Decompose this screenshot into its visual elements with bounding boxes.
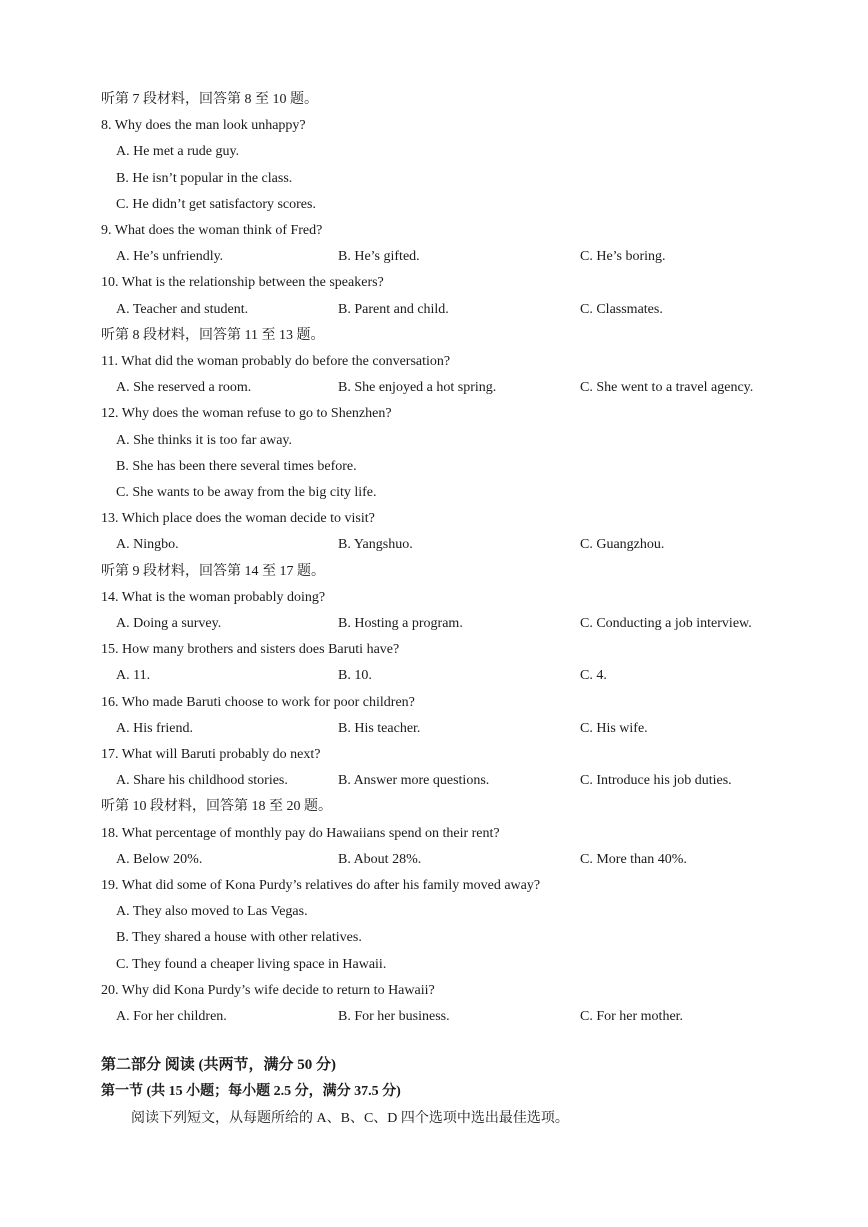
answer-option: C. Guangzhou. [580, 537, 665, 553]
question-stem: 8. Why does the man look unhappy? [101, 118, 306, 134]
answer-option: C. For her mother. [580, 1009, 684, 1024]
answer-option: B. She enjoyed a hot spring. [338, 380, 497, 396]
question-stem: 13. Which place does the woman decide to visit? [101, 511, 375, 527]
answer-option: C. She went to a travel agency. [580, 380, 754, 396]
answer-option: A. He met a rude guy. [116, 144, 240, 160]
answer-option: A. She reserved a room. [116, 380, 252, 396]
answer-option: B. 10. [338, 668, 372, 684]
question-stem: 15. How many brothers and sisters does Baruti have? [101, 642, 400, 658]
answer-option: C. They found a cheaper living space in Hawaii. [116, 956, 387, 972]
question-stem: 18. What percentage of monthly pay do Hawaiians spend on their rent? [101, 825, 500, 841]
answer-option: A. He’s unfriendly. [116, 249, 224, 265]
question-stem: 17. What will Baruti probably do next? [101, 747, 321, 762]
answer-option: B. She has been there several times before. [116, 458, 357, 474]
answer-option: A. For her children. [116, 1009, 227, 1024]
answer-option: C. More than 40%. [580, 851, 687, 867]
answer-option: A. She thinks it is too far away. [116, 432, 293, 448]
answer-option: C. 4. [580, 668, 607, 684]
answer-option: C. His wife. [580, 720, 648, 736]
answer-option: B. Answer more questions. [338, 773, 490, 789]
section-header: 听第 7 段材料，回答第 8 至 10 题。 [101, 92, 318, 107]
answer-option: A. 11. [116, 668, 151, 684]
answer-option: B. Parent and child. [338, 301, 449, 317]
answer-option: A. His friend. [116, 720, 193, 736]
reading-instruction: 阅读下列短文，从每题所给的 A、B、C、D 四个选项中选出最佳选项。 [131, 1111, 569, 1126]
answer-option: A. Below 20%. [116, 851, 203, 867]
answer-option: B. For her business. [338, 1009, 450, 1024]
question-stem: 16. Who made Baruti choose to work for poor children? [101, 694, 415, 710]
answer-option: B. He’s gifted. [338, 249, 420, 265]
answer-option: C. Conducting a job interview. [580, 616, 752, 631]
question-stem: 20. Why did Kona Purdy’s wife decide to return to Hawaii? [101, 982, 435, 998]
question-stem: 14. What is the woman probably doing? [101, 589, 326, 605]
section-header: 听第 8 段材料，回答第 11 至 13 题。 [101, 327, 325, 343]
question-stem: 12. Why does the woman refuse to go to Shenzhen? [101, 406, 392, 422]
answer-option: A. Ningbo. [116, 537, 179, 553]
answer-option: A. Doing a survey. [116, 616, 222, 631]
answer-option: B. Hosting a program. [338, 616, 463, 631]
section-one-title: 第一节 (共 15 小题；每小题 2.5 分，满分 37.5 分) [101, 1084, 401, 1099]
answer-option: B. Yangshuo. [338, 537, 413, 553]
part-two-title: 第二部分 阅读 (共两节，满分 50 分) [101, 1057, 336, 1073]
answer-option: B. He isn’t popular in the class. [116, 170, 293, 186]
question-stem: 9. What does the woman think of Fred? [101, 223, 323, 238]
section-header: 听第 10 段材料，回答第 18 至 20 题。 [101, 799, 332, 815]
answer-option: C. He’s boring. [580, 249, 666, 265]
question-stem: 10. What is the relationship between the speakers? [101, 275, 384, 291]
answer-option: A. Teacher and student. [116, 301, 249, 317]
answer-option: C. Classmates. [580, 301, 663, 317]
answer-option: C. He didn’t get satisfactory scores. [116, 196, 316, 212]
question-stem: 19. What did some of Kona Purdy’s relatives do after his family moved away? [101, 878, 541, 893]
answer-option: C. She wants to be away from the big city life. [116, 485, 377, 500]
answer-option: A. They also moved to Las Vegas. [116, 904, 308, 920]
answer-option: B. They shared a house with other relatives. [116, 930, 362, 946]
section-header: 听第 9 段材料，回答第 14 至 17 题。 [101, 563, 325, 579]
answer-option: A. Share his childhood stories. [116, 773, 288, 789]
answer-option: C. Introduce his job duties. [580, 773, 732, 789]
answer-option: B. About 28%. [338, 851, 422, 867]
question-stem: 11. What did the woman probably do before the conversation? [101, 354, 451, 369]
answer-option: B. His teacher. [338, 720, 421, 736]
